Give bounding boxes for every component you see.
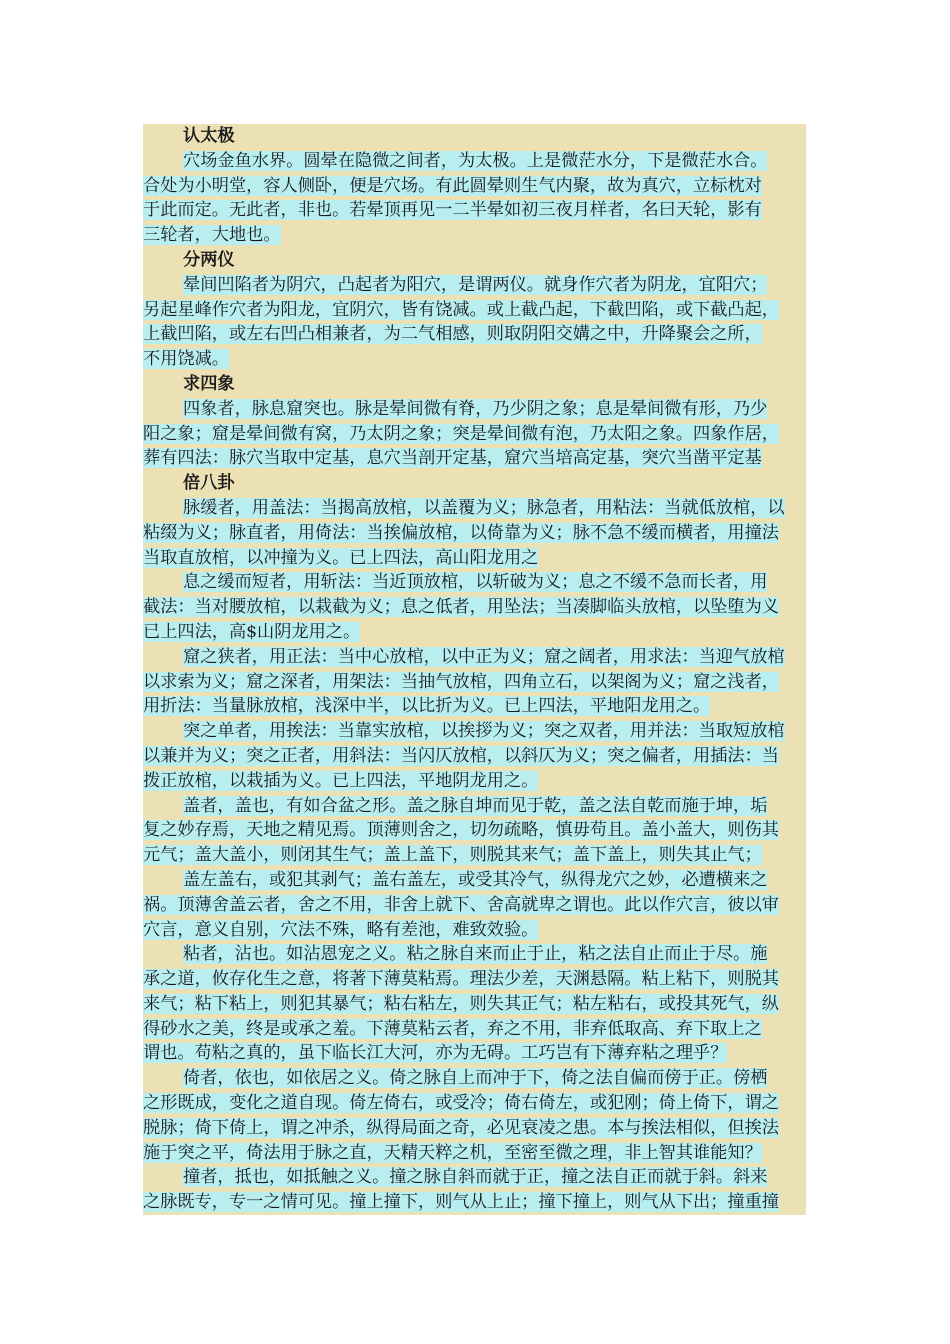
text-line: 盖者，盖也，有如合盆之形。盖之脉自坤而见于乾，盖之法自乾而施于坤，垢 (183, 795, 768, 816)
text-line: 元气；盖大盖小，则闭其生气；盖上盖下，则脱其来气；盖下盖上，则失其止气； (143, 845, 762, 866)
text-line: 窟之狭者，用正法：当中心放棺，以中正为义；窟之阔者，用求法：当迎气放棺 (183, 646, 785, 667)
text-line: 复之妙存焉，天地之精见焉。顶薄则舍之，切勿疏略，慎毋苟且。盖小盖大，则伤其 (143, 820, 779, 841)
text-line: 上截凹陷，或左右凹凸相兼者，为二气相感，则取阴阳交媾之中，升降聚会之所， (143, 324, 762, 345)
text-line: 谓也。苟粘之真的，虽下临长江大河，亦为无碍。工巧岂有下薄弃粘之理乎？ (143, 1043, 728, 1064)
section-heading: 认太极 (183, 126, 235, 146)
text-line: 撞者，抵也，如抵触之义。撞之脉自斜而就于正，撞之法自正而就于斜。斜来 (183, 1167, 768, 1188)
text-line: 于此而定。无此者，非也。若晕顶再见一二半晕如初三夜月样者，名曰天轮，影有 (143, 200, 762, 221)
text-line: 四象者，脉息窟突也。脉是晕间微有脊，乃少阴之象；息是晕间微有形，乃少 (183, 398, 768, 419)
text-line: 三轮者，大地也。 (143, 225, 281, 246)
text-line: 当取直放棺，以冲撞为义。已上四法，高山阳龙用之 (143, 547, 539, 568)
text-line: 合处为小明堂，容人侧卧，便是穴场。有此圆晕则生气内聚，故为真穴，立标枕对 (143, 175, 762, 196)
text-line: 之脉既专，专一之情可见。撞上撞下，则气从上止；撞下撞上，则气从下出；撞重撞 (143, 1192, 779, 1213)
text-line: 粘缀为义；脉直者，用倚法：当挨偏放棺，以倚靠为义；脉不急不缓而横者，用撞法 (143, 522, 779, 543)
section-heading: 分两仪 (183, 249, 235, 270)
text-line: 倚者，依也，如依居之义。倚之脉自上而冲于下，倚之法自偏而傍于正。傍栖 (183, 1068, 768, 1089)
text-line: 拨正放棺，以栽插为义。已上四法，平地阴龙用之。 (143, 770, 539, 791)
text-line: 已上四法，高$山阴龙用之。 (143, 621, 361, 642)
text-line: 施于突之平，倚法用于脉之直，天精天粹之机，至密至微之理，非上智其谁能知？ (143, 1142, 762, 1163)
text-line: 阳之象；窟是晕间微有窝，乃太阴之象；突是晕间微有泡，乃太阳之象。四象作居， (143, 423, 779, 444)
text-line: 息之缓而短者，用斩法：当近顶放棺，以斩破为义；息之不缓不急而长者，用 (183, 572, 768, 593)
text-line: 葬有四法：脉穴当取中定基，息穴当剖开定基，窟穴当培高定基，突穴当凿平定基 (143, 448, 762, 469)
text-line: 晕间凹陷者为阴穴，凸起者为阳穴，是谓两仪。就身作穴者为阴龙，宜阳穴； (183, 274, 768, 295)
text-line: 以求索为义；窟之深者，用架法：当抽气放棺，四角立石，以架阁为义；窟之浅者， (143, 671, 779, 692)
text-line: 穴言，意义自别，穴法不殊，略有差池，难致效验。 (143, 919, 539, 940)
text-line: 用折法：当量脉放棺，浅深中半，以比折为义。已上四法，平地阳龙用之。 (143, 696, 711, 717)
text-line: 脉缓者，用盖法：当揭高放棺，以盖覆为义；脉急者，用粘法：当就低放棺，以 (183, 497, 785, 518)
text-line: 脱脉；倚下倚上，谓之冲杀，纵得局面之奇，必见衰凌之患。本与挨法相似，但挨法 (143, 1117, 779, 1138)
section-heading: 倍八卦 (183, 473, 235, 494)
text-line: 另起星峰作穴者为阳龙，宜阴穴，皆有饶减。或上截凸起，下截凹陷，或下截凸起， (143, 299, 779, 320)
section-heading: 求四象 (183, 373, 235, 394)
text-line: 穴场金鱼水界。圆晕在隐微之间者，为太极。上是微茫水分，下是微茫水合。 (183, 150, 768, 171)
text-line: 盖左盖右，或犯其剥气；盖右盖左，或受其冷气，纵得龙穴之妙，必遭横来之 (183, 869, 768, 890)
document-page (143, 124, 806, 1215)
text-line: 承之道，攸存化生之意，将著下薄莫粘焉。理法少差，天渊悬隔。粘上粘下，则脱其 (143, 969, 779, 990)
text-line: 以兼并为义；突之正者，用斜法：当闪仄放棺，以斜仄为义；突之偏者，用插法：当 (143, 745, 779, 766)
text-line: 得砂水之美，终是或承之羞。下薄莫粘云者，弃之不用，非弃低取高、弃下取上之 (143, 1018, 762, 1039)
text-line: 不用饶减。 (143, 349, 229, 370)
text-line: 粘者，沾也。如沾恩宠之义。粘之脉自来而止于止，粘之法自止而止于尽。施 (183, 944, 768, 965)
text-line: 突之单者，用挨法：当靠实放棺，以挨拶为义；突之双者，用并法：当取短放棺 (183, 721, 785, 742)
text-line: 祸。顶薄舍盖云者，舍之不用，非舍上就下、舍高就卑之谓也。此以作穴言，彼以审 (143, 894, 779, 915)
text-line: 之形既成，变化之道自现。倚左倚右，或受冷；倚右倚左，或犯刚；倚上倚下，谓之 (143, 1093, 779, 1114)
text-line: 截法：当对腰放棺，以栽截为义；息之低者，用坠法；当凑脚临头放棺，以坠堕为义 (143, 597, 779, 618)
text-line: 来气；粘下粘上，则犯其暴气；粘右粘左，则失其正气；粘左粘右，或投其死气，纵 (143, 993, 779, 1014)
